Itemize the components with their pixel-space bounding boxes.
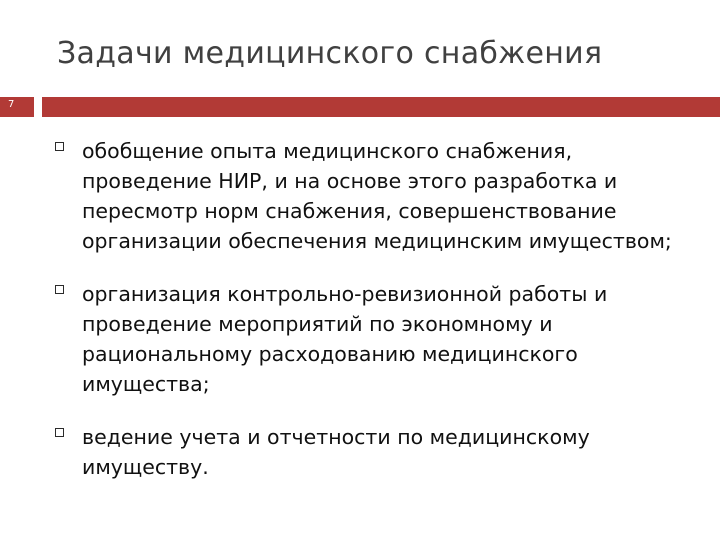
slide-number-badge xyxy=(0,97,34,117)
list-item xyxy=(0,279,720,399)
bullet-text: организация контрольно-ревизионной работы и проведение мероприятий по экономному и рациональному расходованию медицинского имущества; xyxy=(82,282,608,396)
square-bullet-icon xyxy=(55,285,64,294)
list-item xyxy=(0,136,720,256)
list-item xyxy=(0,422,720,482)
bullet-text: обобщение опыта медицинского снабжения, проведение НИР, и на основе этого разработка и пересмотр норм снабжения, совершенствование организации обеспечения медицинским имуществом; xyxy=(82,139,672,253)
square-bullet-icon xyxy=(55,428,64,437)
slide-number: 7 xyxy=(8,99,15,110)
slide-title: Задачи медицинского снабжения xyxy=(57,36,603,71)
title-divider-bar xyxy=(42,97,720,117)
square-bullet-icon xyxy=(55,142,64,151)
bullet-list xyxy=(0,136,720,505)
bullet-text: ведение учета и отчетности по медицинскому имуществу. xyxy=(82,425,590,479)
